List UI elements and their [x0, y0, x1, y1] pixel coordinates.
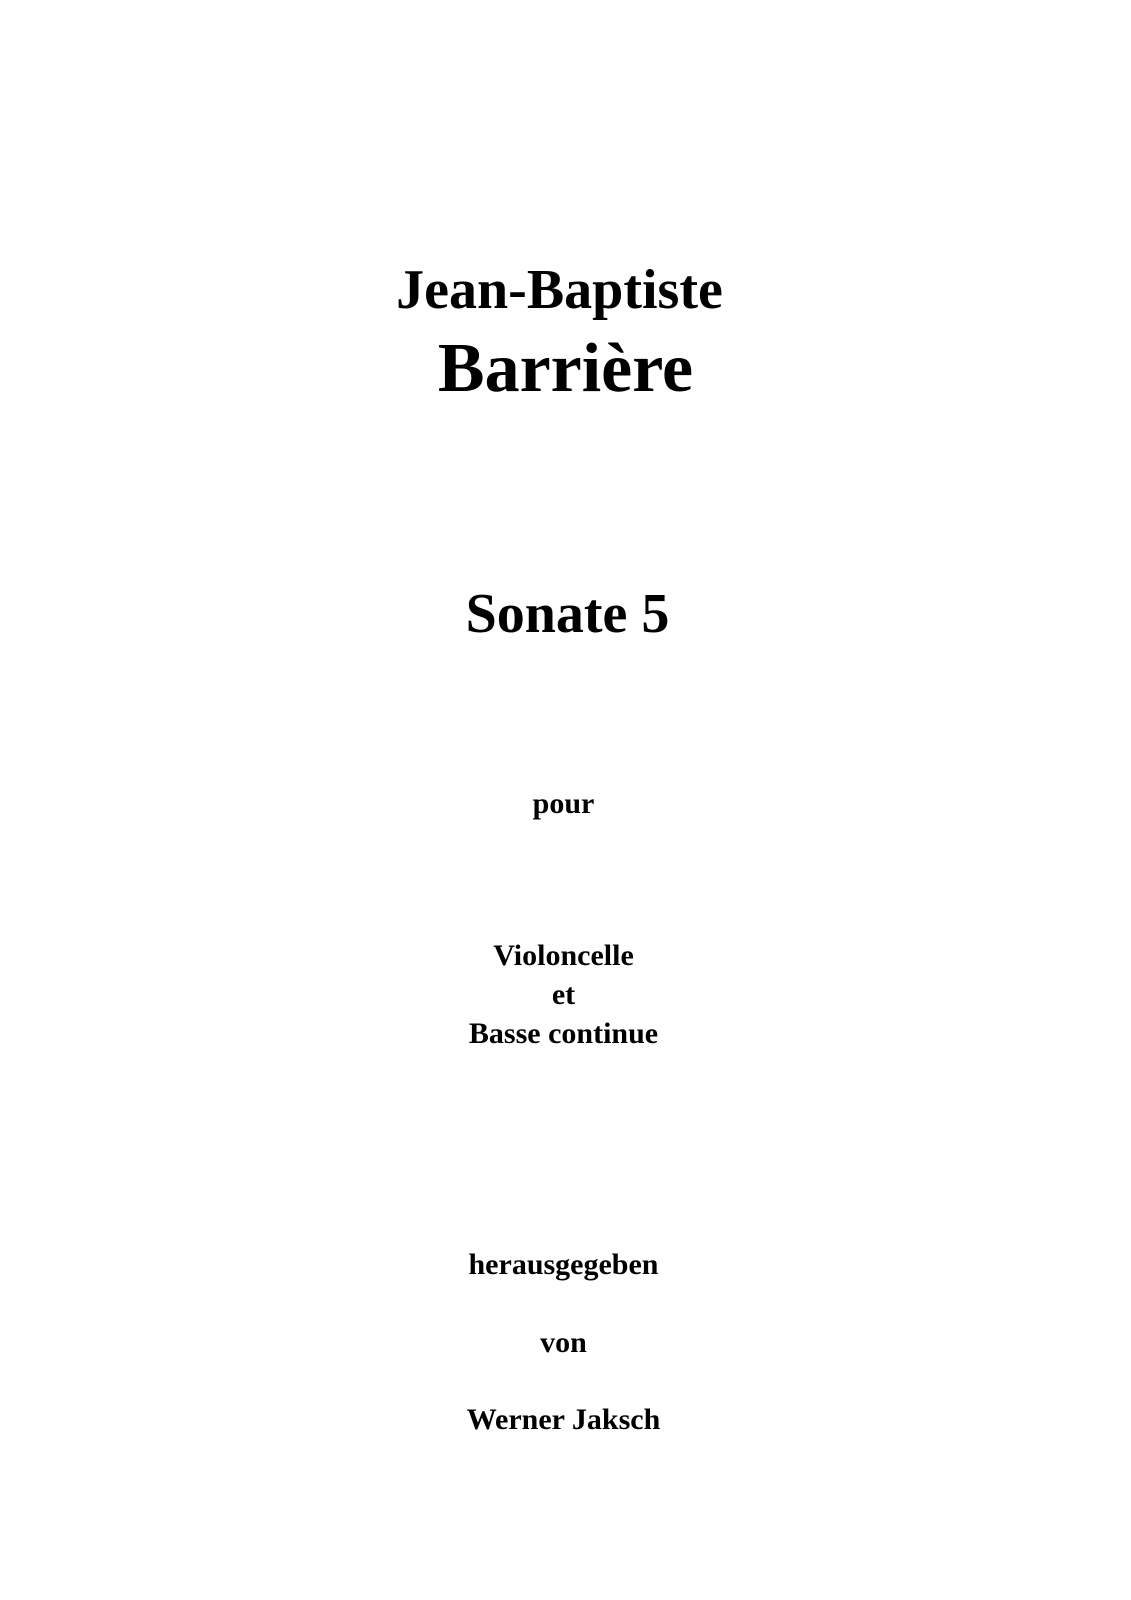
composer-first-name: Jean-Baptiste	[396, 259, 723, 321]
by-label: von	[540, 1326, 587, 1359]
instrument-basse-continue: Basse continue	[468, 1017, 659, 1050]
edited-label: herausgegeben	[468, 1248, 659, 1281]
instrument-violoncelle: Violoncelle	[493, 939, 634, 972]
instrument-conjunction: et	[551, 978, 576, 1011]
composer-last-name: Barrière	[437, 330, 694, 407]
pour-label: pour	[532, 787, 595, 820]
editor-name: Werner Jaksch	[466, 1403, 661, 1436]
work-title: Sonate 5	[465, 583, 670, 645]
